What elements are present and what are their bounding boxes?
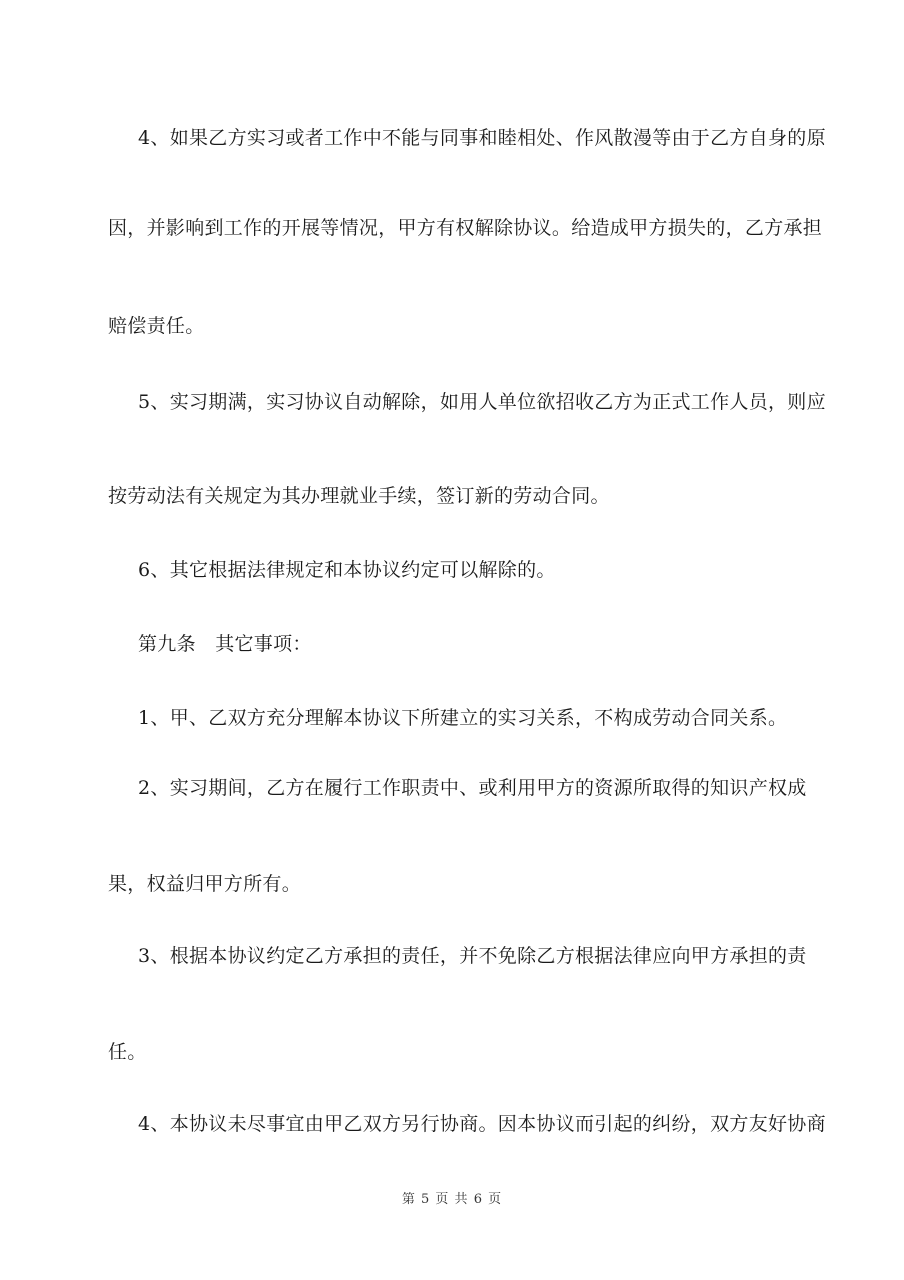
paragraph-line: 2、实习期间，乙方在履行工作职责中、或利用甲方的资源所取得的知识产权成 bbox=[138, 777, 807, 799]
paragraph-line: 按劳动法有关规定为其办理就业手续，签订新的劳动合同。 bbox=[108, 485, 610, 507]
paragraph-line: 6、其它根据法律规定和本协议约定可以解除的。 bbox=[138, 559, 556, 581]
paragraph-line: 4、本协议未尽事宜由甲乙双方另行协商。因本协议而引起的纠纷，双方友好协商 bbox=[138, 1113, 826, 1135]
page-number-footer: 第 5 页 共 6 页 bbox=[401, 1192, 503, 1207]
paragraph-line: 赔偿责任。 bbox=[108, 315, 205, 337]
paragraph-line: 4、如果乙方实习或者工作中不能与同事和睦相处、作风散漫等由于乙方自身的原 bbox=[138, 127, 826, 149]
paragraph-line: 5、实习期满，实习协议自动解除，如用人单位欲招收乙方为正式工作人员，则应 bbox=[138, 391, 826, 413]
paragraph-line: 果，权益归甲方所有。 bbox=[108, 873, 302, 895]
paragraph-line: 因，并影响到工作的开展等情况，甲方有权解除协议。给造成甲方损失的，乙方承担 bbox=[108, 217, 823, 239]
paragraph-line: 任。 bbox=[108, 1041, 147, 1063]
section-heading: 第九条 其它事项： bbox=[138, 633, 312, 655]
paragraph-line: 1、甲、乙双方充分理解本协议下所建立的实习关系，不构成劳动合同关系。 bbox=[138, 707, 788, 729]
paragraph-line: 3、根据本协议约定乙方承担的责任，并不免除乙方根据法律应向甲方承担的责 bbox=[138, 945, 807, 967]
